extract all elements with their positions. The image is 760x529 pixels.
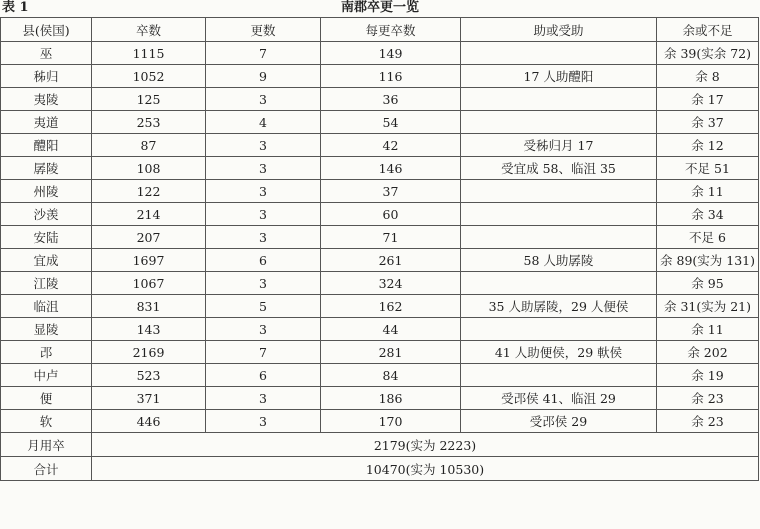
cell-county: 安陆: [1, 226, 92, 249]
cell-aid: [461, 226, 657, 249]
cell-per-shift: 54: [321, 111, 461, 134]
table-title: 南郡卒更一览: [340, 0, 419, 15]
cell-per-shift: 36: [321, 88, 461, 111]
cell-county: 软: [1, 410, 92, 433]
cell-shifts: 6: [206, 249, 321, 272]
cell-per-shift: 170: [321, 410, 461, 433]
cell-soldiers: 831: [92, 295, 206, 318]
cell-soldiers: 122: [92, 180, 206, 203]
cell-per-shift: 149: [321, 42, 461, 65]
cell-soldiers: 143: [92, 318, 206, 341]
table-row: [1, 65, 759, 88]
table-row: [1, 111, 759, 134]
header-aid: 助或受助: [461, 18, 657, 42]
cell-aid: 35 人助孱陵，29 人便侯: [461, 295, 657, 318]
table-row: [1, 364, 759, 387]
cell-county: 显陵: [1, 318, 92, 341]
cell-aid: 受邔侯 29: [461, 410, 657, 433]
cell-aid: [461, 272, 657, 295]
cell-shifts: 3: [206, 157, 321, 180]
header-soldiers: 卒数: [92, 18, 206, 42]
cell-balance: 余 23: [657, 410, 759, 433]
table-row: [1, 180, 759, 203]
cell-per-shift: 324: [321, 272, 461, 295]
cell-soldiers: 1697: [92, 249, 206, 272]
table-row: [1, 134, 759, 157]
header-per-shift: 每更卒数: [321, 18, 461, 42]
table-row: [1, 387, 759, 410]
cell-shifts: 3: [206, 226, 321, 249]
cell-county: 临沮: [1, 295, 92, 318]
cell-county: 宜成: [1, 249, 92, 272]
cell-per-shift: 186: [321, 387, 461, 410]
cell-aid: 58 人助孱陵: [461, 249, 657, 272]
cell-per-shift: 84: [321, 364, 461, 387]
cell-soldiers: 523: [92, 364, 206, 387]
cell-balance: 余 23: [657, 387, 759, 410]
table-number: 表 1: [2, 0, 29, 15]
soldier-shift-table: [0, 17, 759, 481]
cell-aid: [461, 364, 657, 387]
cell-soldiers: 371: [92, 387, 206, 410]
cell-county: 江陵: [1, 272, 92, 295]
cell-aid: [461, 111, 657, 134]
grand-total-row: [1, 457, 759, 481]
cell-per-shift: 71: [321, 226, 461, 249]
cell-shifts: 3: [206, 88, 321, 111]
cell-per-shift: 146: [321, 157, 461, 180]
cell-aid: [461, 180, 657, 203]
cell-soldiers: 446: [92, 410, 206, 433]
cell-soldiers: 1115: [92, 42, 206, 65]
cell-total-label: 合计: [1, 457, 92, 481]
cell-balance: 余 31(实为 21): [657, 295, 759, 318]
cell-aid: 17 人助醴阳: [461, 65, 657, 88]
table-row: [1, 157, 759, 180]
cell-shifts: 6: [206, 364, 321, 387]
cell-per-shift: 60: [321, 203, 461, 226]
cell-balance: 余 11: [657, 180, 759, 203]
cell-balance: 余 89(实为 131): [657, 249, 759, 272]
cell-county: 中卢: [1, 364, 92, 387]
cell-shifts: 3: [206, 272, 321, 295]
cell-shifts: 5: [206, 295, 321, 318]
cell-balance: 不足 51: [657, 157, 759, 180]
cell-balance: 余 34: [657, 203, 759, 226]
cell-total-value: 2179(实为 2223): [92, 433, 759, 457]
header-row: [1, 18, 759, 42]
cell-county: 夷道: [1, 111, 92, 134]
cell-soldiers: 2169: [92, 341, 206, 364]
cell-county: 便: [1, 387, 92, 410]
table-row: [1, 341, 759, 364]
cell-county: 巫: [1, 42, 92, 65]
cell-aid: 受邔侯 41、临沮 29: [461, 387, 657, 410]
cell-per-shift: 116: [321, 65, 461, 88]
cell-aid: 受秭归月 17: [461, 134, 657, 157]
cell-soldiers: 214: [92, 203, 206, 226]
cell-aid: 受宜成 58、临沮 35: [461, 157, 657, 180]
cell-county: 邔: [1, 341, 92, 364]
cell-soldiers: 253: [92, 111, 206, 134]
cell-shifts: 3: [206, 134, 321, 157]
cell-shifts: 9: [206, 65, 321, 88]
cell-per-shift: 42: [321, 134, 461, 157]
table-row: [1, 42, 759, 65]
table-row: [1, 249, 759, 272]
header-balance: 余或不足: [657, 18, 759, 42]
cell-county: 夷陵: [1, 88, 92, 111]
cell-shifts: 3: [206, 180, 321, 203]
cell-balance: 余 17: [657, 88, 759, 111]
table-row: [1, 410, 759, 433]
cell-county: 沙羡: [1, 203, 92, 226]
cell-per-shift: 37: [321, 180, 461, 203]
header-shifts: 更数: [206, 18, 321, 42]
cell-balance: 余 19: [657, 364, 759, 387]
cell-balance: 余 11: [657, 318, 759, 341]
cell-total-value: 10470(实为 10530): [92, 457, 759, 481]
cell-shifts: 3: [206, 410, 321, 433]
cell-soldiers: 1052: [92, 65, 206, 88]
cell-county: 孱陵: [1, 157, 92, 180]
cell-balance: 余 39(实余 72): [657, 42, 759, 65]
cell-soldiers: 207: [92, 226, 206, 249]
cell-county: 州陵: [1, 180, 92, 203]
cell-soldiers: 125: [92, 88, 206, 111]
cell-per-shift: 44: [321, 318, 461, 341]
cell-total-label: 月用卒: [1, 433, 92, 457]
cell-balance: 余 8: [657, 65, 759, 88]
cell-soldiers: 108: [92, 157, 206, 180]
cell-balance: 余 37: [657, 111, 759, 134]
cell-per-shift: 162: [321, 295, 461, 318]
cell-balance: 余 12: [657, 134, 759, 157]
cell-aid: 41 人助便侯，29 軑侯: [461, 341, 657, 364]
cell-balance: 余 95: [657, 272, 759, 295]
table-row: [1, 318, 759, 341]
table-row: [1, 226, 759, 249]
table-row: [1, 272, 759, 295]
table-row: [1, 295, 759, 318]
table-row: [1, 88, 759, 111]
cell-shifts: 7: [206, 341, 321, 364]
cell-county: 秭归: [1, 65, 92, 88]
cell-shifts: 7: [206, 42, 321, 65]
cell-balance: 不足 6: [657, 226, 759, 249]
table-caption: [0, 0, 760, 16]
cell-county: 醴阳: [1, 134, 92, 157]
cell-aid: [461, 318, 657, 341]
cell-aid: [461, 88, 657, 111]
cell-per-shift: 261: [321, 249, 461, 272]
cell-aid: [461, 42, 657, 65]
cell-shifts: 3: [206, 387, 321, 410]
monthly-total-row: [1, 433, 759, 457]
cell-balance: 余 202: [657, 341, 759, 364]
cell-soldiers: 87: [92, 134, 206, 157]
header-county: 县(侯国): [1, 18, 92, 42]
cell-soldiers: 1067: [92, 272, 206, 295]
cell-per-shift: 281: [321, 341, 461, 364]
cell-shifts: 3: [206, 203, 321, 226]
table-row: [1, 203, 759, 226]
cell-shifts: 3: [206, 318, 321, 341]
cell-shifts: 4: [206, 111, 321, 134]
cell-aid: [461, 203, 657, 226]
